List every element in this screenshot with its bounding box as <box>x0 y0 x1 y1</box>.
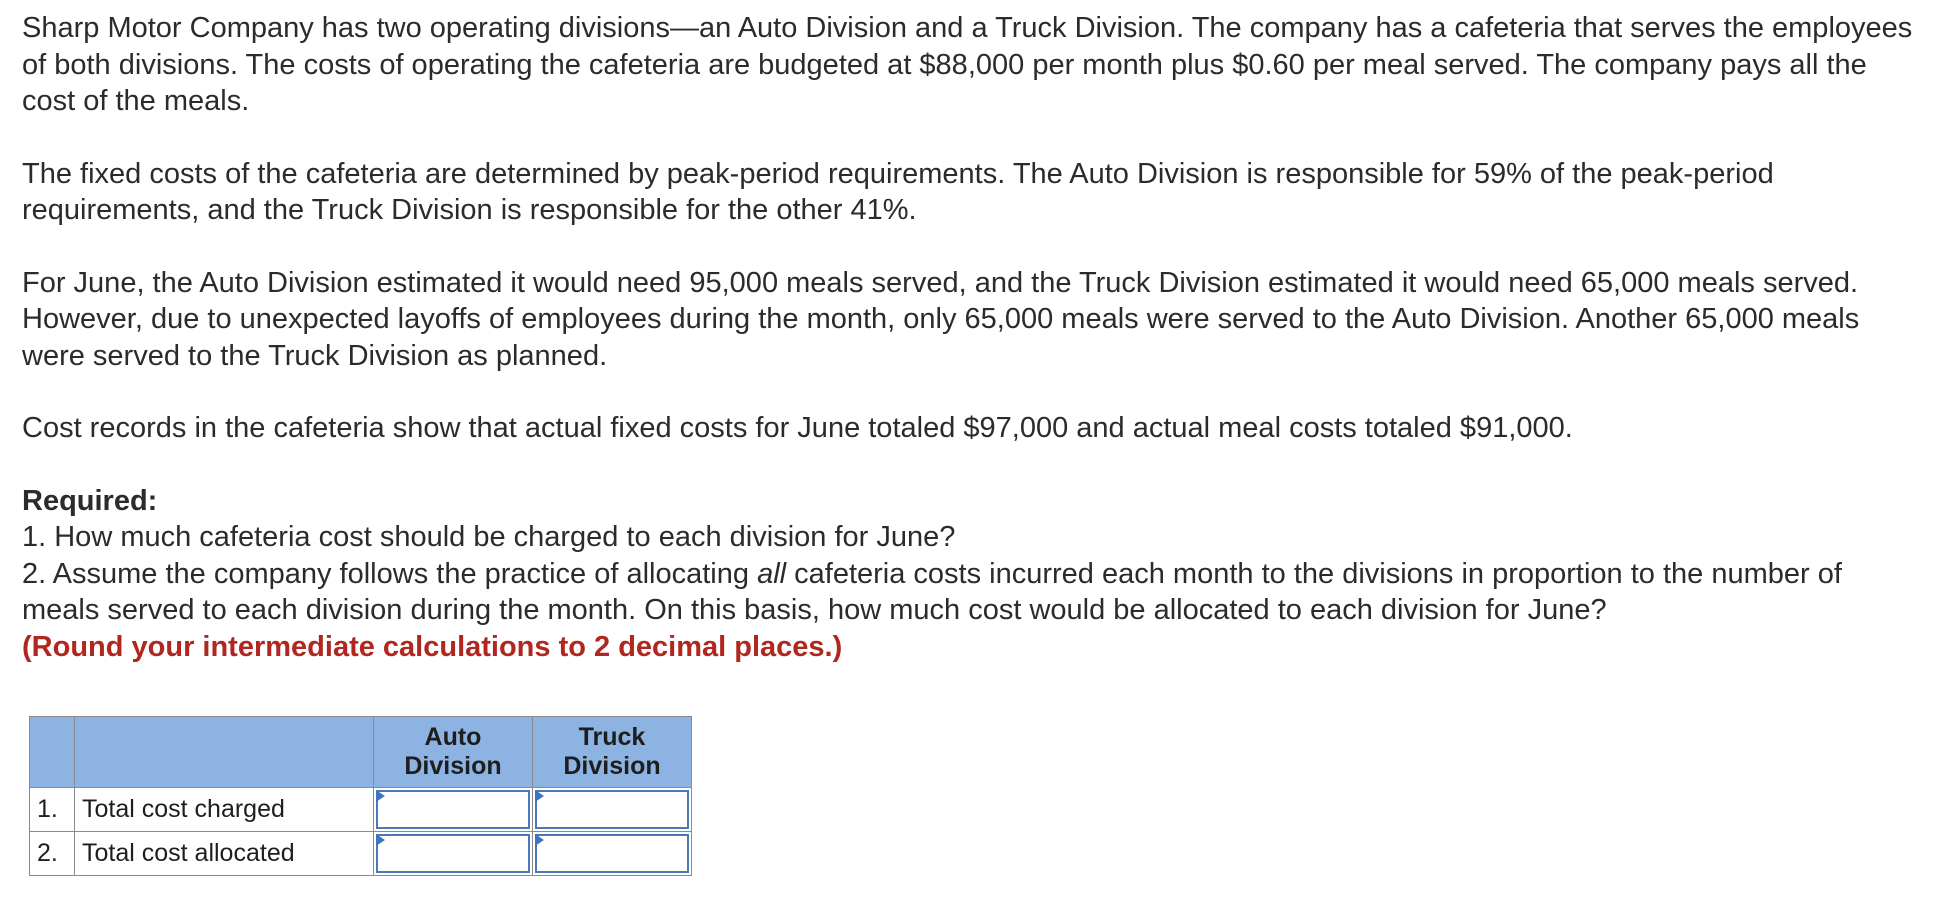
row-number: 2. <box>30 832 75 876</box>
header-truck-line1: Truck <box>578 723 646 751</box>
row-label: Total cost charged <box>75 788 374 832</box>
truck-cost-charged-cell <box>533 788 692 832</box>
problem-content <box>22 10 1922 665</box>
truck-cost-allocated-input[interactable] <box>539 838 685 869</box>
auto-cost-allocated-input[interactable] <box>380 838 526 869</box>
header-auto-division <box>374 717 533 788</box>
truck-cost-charged-input[interactable] <box>539 794 685 825</box>
header-truck-line2: Division <box>563 752 661 780</box>
header-auto-line2: Division <box>404 752 502 780</box>
required-title: Required: <box>22 484 158 517</box>
auto-cost-charged-input[interactable] <box>380 794 526 825</box>
truck-cost-allocated-cell <box>533 832 692 876</box>
auto-cost-allocated-cell <box>374 832 533 876</box>
row-number: 1. <box>30 788 75 832</box>
problem-paragraph-1: Sharp Motor Company has two operating divisions—an Auto Division and a Truck Division. The company has a cafeteria that serves the employees of both divisions. The costs of operating the cafeteria are budgeted at $88,000 per month plus $0.60 per meal served. The company pays all the cost of the meals. <box>22 12 1913 117</box>
problem-paragraph-2: The fixed costs of the cafeteria are determined by peak-period requirements. The Auto Division is responsible for 59% of the peak-period requirements, and the Truck Division is responsible for the other 41%. <box>22 157 1774 226</box>
row-label: Total cost allocated <box>75 832 374 876</box>
answer-table <box>29 716 692 876</box>
requirement-2-emphasis: all <box>757 557 787 590</box>
header-empty-label <box>75 717 374 788</box>
header-empty-num <box>30 717 75 788</box>
header-truck-division <box>533 717 692 788</box>
table-row <box>30 788 692 832</box>
problem-paragraph-3: For June, the Auto Division estimated it would need 95,000 meals served, and the Truck Division estimated it would need 65,000 meals served. However, due to unexpected layoffs of employees during the month, only 65,000 meals were served to the Auto Division. Another 65,000 meals were served to the Truck Division as planned. <box>22 266 1860 372</box>
problem-paragraph-4: Cost records in the cafeteria show that actual fixed costs for June totaled $97,000 and actual meal costs totaled $91,000. <box>22 412 1573 444</box>
header-auto-line1: Auto <box>424 723 482 751</box>
requirement-2-text-a: 2. Assume the company follows the practice of allocating <box>22 557 758 590</box>
required-section <box>22 483 1922 666</box>
auto-cost-charged-cell <box>374 788 533 832</box>
requirement-1: 1. How much cafeteria cost should be charged to each division for June? <box>22 521 956 553</box>
table-row <box>30 832 692 876</box>
requirement-2 <box>22 556 1922 629</box>
rounding-instruction: (Round your intermediate calculations to 2 decimal places.) <box>22 630 843 663</box>
answer-table-header-row <box>30 717 692 788</box>
requirement-2-text-b: cafeteria costs incurred each month to the divisions in proportion to the number of meals served to each division during the month. On this basis, how much cost would be allocated to each division for June? <box>22 557 1842 626</box>
